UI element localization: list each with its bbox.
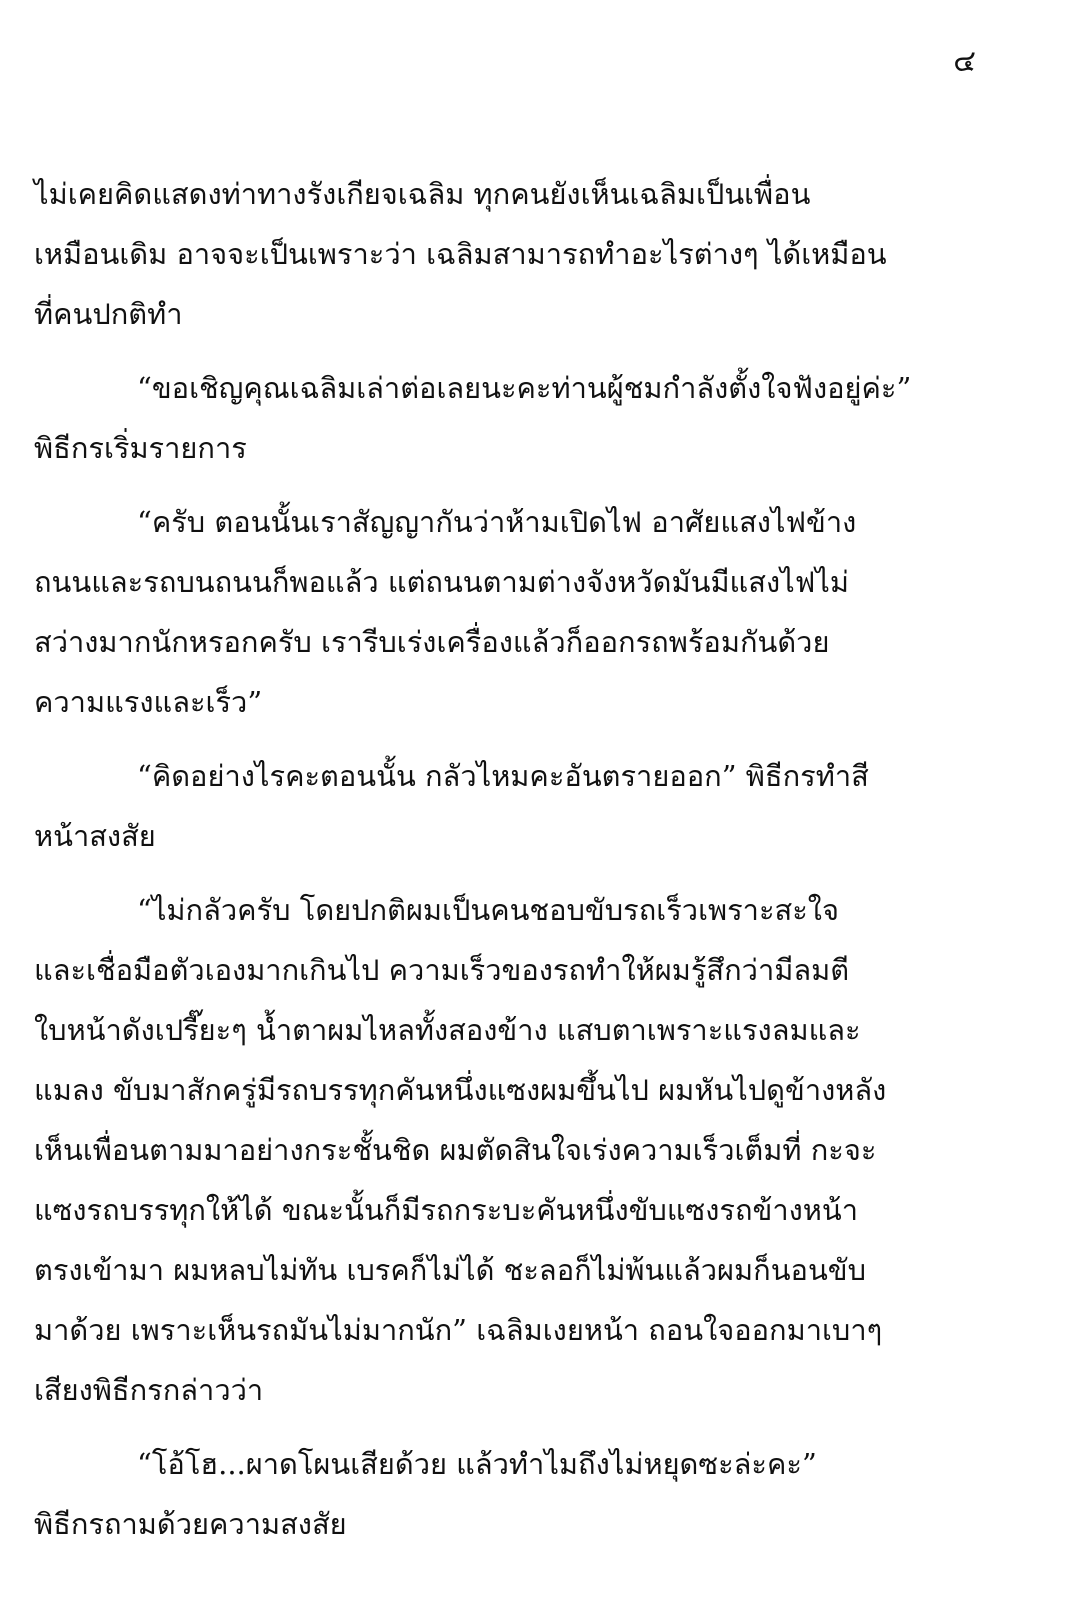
text-line: ไม่เคยคิดแสดงท่าทางรังเกียจเฉลิม ทุกคนยังเห็นเฉลิมเป็นเพื่อน [34,177,811,211]
text-line: และเชื่อมือตัวเองมากเกินไป ความเร็วของรถทำให้ผมรู้สึกว่ามีลมตี [34,953,850,987]
page-number: ๔ [953,44,976,79]
text-line: ถนนและรถบนถนนก็พอแล้ว แต่ถนนตามต่างจังหวัดมันมีแสงไฟไม่ [34,565,849,599]
text-line: พิธีกรถามด้วยความสงสัย [34,1507,347,1541]
text-line: ความแรงและเร็ว” [34,685,263,719]
text-line: เสียงพิธีกรกล่าวว่า [34,1373,264,1407]
text-line: แซงรถบรรทุกให้ได้ ขณะนั้นก็มีรถกระบะคันหนึ่งขับแซงรถข้างหน้า [34,1193,858,1227]
text-line: พิธีกรเริ่มรายการ [34,431,247,465]
text-line: ใบหน้าดังเปรี๊ยะๆ น้ำตาผมไหลทั้งสองข้าง แสบตาเพราะแรงลมและ [34,1013,861,1047]
text-line: ตรงเข้ามา ผมหลบไม่ทัน เบรคก็ไม่ได้ ชะลอก็ไม่พ้นแล้วผมก็นอนขับ [34,1253,867,1287]
text-line: แมลง ขับมาสักครู่มีรถบรรทุกคันหนึ่งแซงผมขึ้นไป ผมหันไปดูข้างหลัง [34,1073,887,1107]
text-line: เห็นเพื่อนตามมาอย่างกระชั้นชิด ผมตัดสินใจเร่งความเร็วเต็มที่ กะจะ [34,1133,877,1167]
text-line: “ไม่กลัวครับ โดยปกติผมเป็นคนชอบขับรถเร็วเพราะสะใจ [137,893,839,927]
text-line: “โอ้โฮ...ผาดโผนเสียด้วย แล้วทำไมถึงไม่หยุดซะล่ะคะ” [137,1447,817,1481]
text-line: ที่คนปกติทำ [34,297,183,331]
text-line: เหมือนเดิม อาจจะเป็นเพราะว่า เฉลิมสามารถทำอะไรต่างๆ ได้เหมือน [34,237,887,271]
body-text [34,164,984,1554]
text-line: มาด้วย เพราะเห็นรถมันไม่มากนัก” เฉลิมเงยหน้า ถอนใจออกมาเบาๆ [34,1313,883,1347]
text-line: “ครับ ตอนนั้นเราสัญญากันว่าห้ามเปิดไฟ อาศัยแสงไฟข้าง [137,505,857,539]
text-line: สว่างมากนักหรอกครับ เรารีบเร่งเครื่องแล้วก็ออกรถพร้อมกันด้วย [34,625,830,659]
text-line: หน้าสงสัย [34,819,156,853]
text-line: “คิดอย่างไรคะตอนนั้น กลัวไหมคะอันตรายออก” พิธีกรทำสี [137,759,869,793]
text-line: “ขอเชิญคุณเฉลิมเล่าต่อเลยนะคะท่านผู้ชมกำลังตั้งใจฟังอยู่ค่ะ” [137,371,912,405]
